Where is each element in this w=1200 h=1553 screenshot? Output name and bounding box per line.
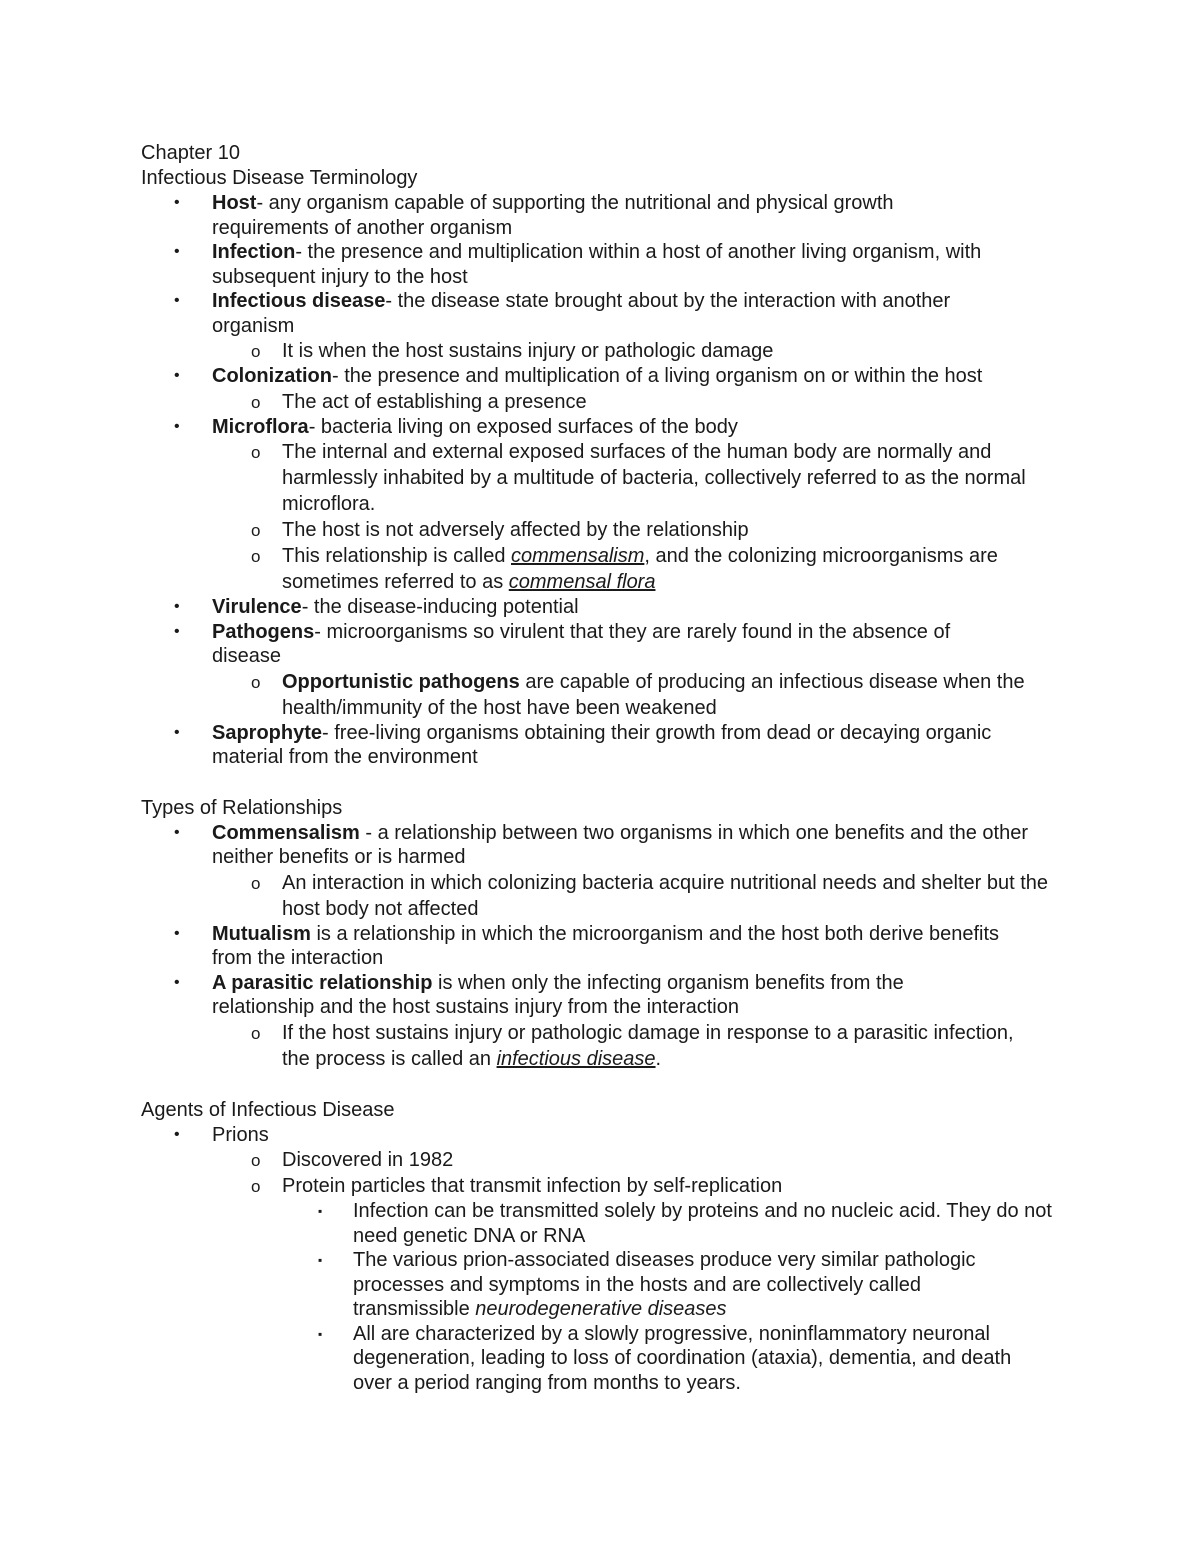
- list-item-saprophyte: [141, 721, 1071, 770]
- list-item-infectious-disease: [141, 289, 1071, 364]
- section-heading-terminology: Infectious Disease Terminology: [141, 167, 418, 189]
- term-infection: Infection: [212, 241, 296, 263]
- bullet-icon: •: [174, 243, 180, 260]
- definition-virulence: - the disease-inducing potential: [301, 596, 579, 618]
- chapter-heading: Chapter 10: [141, 142, 240, 164]
- definition-microflora: - bacteria living on exposed surfaces of the body: [308, 415, 738, 438]
- bullet-icon: •: [174, 622, 180, 640]
- definition-infection: - the presence and multiplication within a host of another living organism, with subsequent injury to the host: [212, 241, 982, 288]
- sub-sublist-item: ▪ The various prion-associated diseases produce very similar pathologic processes and symptoms in the hosts and are collectively called transmissible neurodegenerative diseases: [318, 1249, 976, 1320]
- term-saprophyte: Saprophyte: [212, 721, 323, 744]
- sublist: [141, 1020, 1071, 1072]
- bullet-icon: •: [174, 823, 180, 841]
- list-item-microflora: [141, 415, 1071, 596]
- list-item-colonization: [141, 364, 1071, 415]
- bullet-icon: o: [251, 392, 261, 412]
- sublist-item: o Opportunistic pathogens are capable of producing an infectious disease when the health/immunity of the host have been weakened: [251, 670, 1025, 719]
- bullet-icon: •: [174, 292, 180, 309]
- list-item-virulence: [141, 595, 1071, 620]
- list-item-host: [141, 191, 1071, 240]
- sub-sublist-item: ▪ All are characterized by a slowly progressive, noninflammatory neuronal degeneration, leading to loss of coordination (ataxia), dementia, and death over a period ranging from months to years.: [318, 1322, 1012, 1394]
- sublist-item: o An interaction in which colonizing bacteria acquire nutritional needs and shelter but the host body not affected: [251, 871, 1049, 920]
- bullet-icon: •: [174, 417, 180, 435]
- square-bullet-icon: ▪: [318, 1253, 323, 1267]
- bullet-icon: o: [251, 1023, 261, 1043]
- bullet-icon: •: [174, 194, 180, 211]
- definition-host: - any organism capable of supporting the nutritional and physical growth requirements of another organism: [212, 192, 894, 239]
- term-infectious-disease: Infectious disease: [212, 290, 386, 312]
- sublist-item: o Discovered in 1982: [141, 1147, 1071, 1173]
- list-item-prions: • Prions o Discovered in 1982 o Protein particles that transmit infection by self-replication ▪ Infection can be transmitted solely by proteins and no nucleic acid. They do not need genetic DNA or RNA ▪ The various prion-associated diseases produce very similar pathologic processes and symptoms in the hosts and are collectively called transmissible neurodegenerative diseases ▪ All are characterized by a slowly progressive, noninflammatory neuronal degeneration, leading to loss of coordination (ataxia), dementia, and death over a period ranging from months to years.: [141, 1123, 1071, 1396]
- spacer: [141, 770, 1071, 796]
- term-opportunistic-pathogens: Opportunistic pathogens: [282, 670, 520, 693]
- term-commensalism: Commensalism: [212, 821, 360, 844]
- sublist-item: o Protein particles that transmit infection by self-replication ▪ Infection can be transmitted solely by proteins and no nucleic acid. They do not need genetic DNA or RNA ▪ The various prion-associated diseases produce very similar pathologic processes and symptoms in the hosts and are collectively called transmissible neurodegenerative diseases ▪ All are characterized by a slowly progressive, noninflammatory neuronal degeneration, leading to loss of coordination (ataxia), dementia, and death over a period ranging from months to years.: [141, 1173, 1071, 1395]
- sublist: [141, 1147, 1071, 1395]
- term-virulence: Virulence: [212, 596, 302, 618]
- bullet-icon: o: [251, 443, 261, 462]
- square-bullet-icon: ▪: [318, 1326, 323, 1341]
- sublist: [141, 389, 1071, 415]
- term-host: Host: [212, 192, 257, 214]
- term-colonization: Colonization: [212, 365, 332, 387]
- sublist-item: o The act of establishing a presence: [141, 389, 1071, 415]
- term-pathogens: Pathogens: [212, 620, 315, 643]
- bullet-icon: o: [251, 547, 261, 566]
- term-mutualism: Mutualism: [212, 922, 311, 945]
- term-commensalism-link: commensalism: [511, 545, 645, 567]
- list-item-mutualism: • Mutualism is a relationship in which the microorganism and the host both derive benefits from the interaction: [174, 922, 1000, 969]
- bullet-icon: •: [174, 924, 180, 942]
- definition-infectious-disease: - the disease state brought about by the interaction with another organism: [212, 290, 951, 337]
- terminology-list: [141, 191, 1071, 770]
- sublist: [141, 439, 1071, 595]
- term-neurodegenerative-diseases: neurodegenerative diseases: [475, 1298, 727, 1320]
- sublist-item: o If the host sustains injury or pathologic damage in response to a parasitic infection, the process is called an infectious disease.: [251, 1021, 1014, 1070]
- list-item-pathogens: [141, 620, 1071, 721]
- square-bullet-icon: ▪: [318, 1204, 323, 1218]
- sublist-item: o The internal and external exposed surfaces of the human body are normally and harmlessly inhabited by a multitude of bacteria, collectively referred to as the normal microflora.: [251, 441, 1026, 515]
- agents-list: [141, 1123, 1071, 1396]
- bullet-icon: •: [174, 598, 180, 615]
- spacer: [141, 1072, 1071, 1098]
- list-item-commensalism: • Commensalism - a relationship between two organisms in which one benefits and the other neither benefits or is harmed o An interaction in which colonizing bacteria acquire nutritional needs and shelter but the host body not affected: [141, 821, 1071, 922]
- sublist: [141, 338, 1071, 364]
- sublist-item: o The host is not adversely affected by the relationship: [141, 517, 1071, 543]
- bullet-icon: •: [174, 723, 180, 741]
- definition-saprophyte: - free-living organisms obtaining their growth from dead or decaying organic material from the environment: [212, 721, 992, 768]
- document-body: [141, 141, 1071, 1395]
- list-item-parasitic: • A parasitic relationship is when only the infecting organism benefits from the relationship and the host sustains injury from the interaction o If the host sustains injury or pathologic damage in response to a parasitic infection, the process is called an infectious disease.: [141, 971, 1071, 1072]
- sub-sublist: [141, 1199, 1071, 1395]
- bullet-icon: •: [174, 1125, 180, 1143]
- term-parasitic-relationship: A parasitic relationship: [212, 971, 433, 994]
- sublist-item: o This relationship is called commensalism, and the colonizing microorganisms are sometimes referred to as commensal flora: [251, 545, 998, 593]
- list-item-infection: [141, 240, 1071, 289]
- section-heading-agents: Agents of Infectious Disease: [141, 1098, 395, 1121]
- term-microflora: Microflora: [212, 415, 309, 438]
- term-commensal-flora: commensal flora: [508, 571, 656, 593]
- sublist-item: o It is when the host sustains injury or pathologic damage: [141, 338, 1071, 364]
- bullet-icon: o: [251, 342, 261, 361]
- definition-pathogens: - microorganisms so virulent that they are rarely found in the absence of disease: [212, 620, 951, 667]
- bullet-icon: o: [251, 1151, 261, 1170]
- bullet-icon: o: [251, 521, 261, 540]
- definition-colonization: - the presence and multiplication of a living organism on or within the host: [331, 365, 983, 387]
- bullet-icon: o: [251, 672, 261, 692]
- section-heading-relationships: Types of Relationships: [141, 796, 343, 819]
- relationships-list: [141, 821, 1071, 1072]
- term-infectious-disease-link: infectious disease: [496, 1047, 656, 1070]
- bullet-icon: •: [174, 367, 180, 384]
- sublist: [141, 669, 1071, 721]
- bullet-icon: •: [174, 973, 180, 991]
- bullet-icon: o: [251, 1177, 261, 1196]
- sublist: [141, 870, 1071, 922]
- bullet-icon: o: [251, 873, 261, 893]
- sub-sublist-item: ▪ Infection can be transmitted solely by proteins and no nucleic acid. They do not need genetic DNA or RNA: [318, 1200, 1052, 1247]
